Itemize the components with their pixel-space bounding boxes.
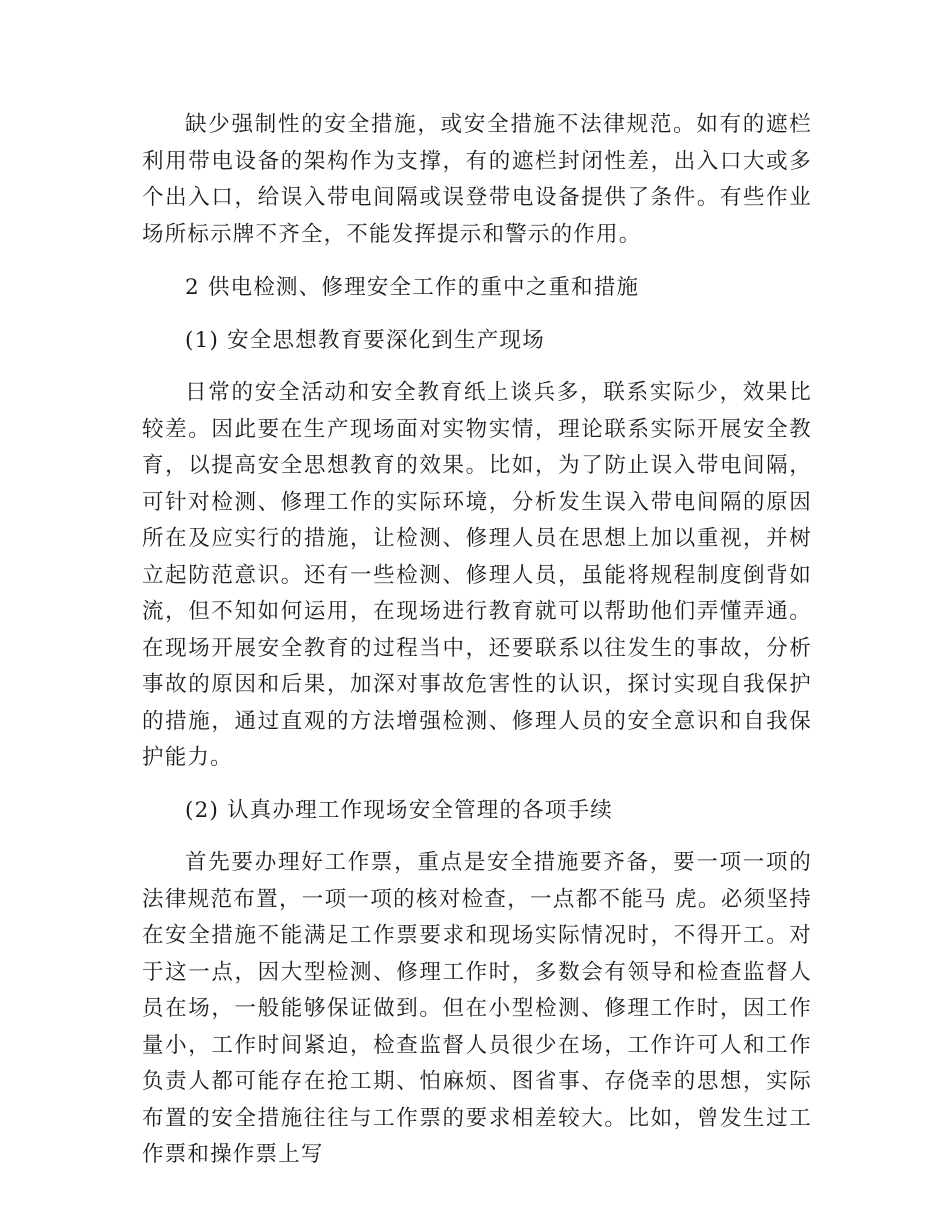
paragraph-gap	[142, 359, 812, 375]
paragraph-safety-measures: 缺少强制性的安全措施，或安全措施不法律规范。如有的遮栏利用带电设备的架构作为支撑，有的遮栏封闭性差，出入口大或多个出入口，给误入带电间隔或误登带电设备提供了条件。有些作业场所标示牌不齐全，不能发挥提示和警示的作用。	[142, 112, 812, 247]
section-heading-2: 2 供电检测、修理安全工作的重中之重和措施	[185, 275, 640, 300]
paragraph-gap	[142, 253, 812, 270]
document-body	[142, 107, 812, 1174]
paragraph-safety-education: 日常的安全活动和安全教育纸上谈兵多，联系实际少，效果比较差。因此要在生产现场面对实物实情，理论联系实际开展安全教育，以提高安全思想教育的效果。比如，为了防止误入带电间隔，可针对检测、修理工作的实际环境，分析发生误入带电间隔的原因所在及应实行的措施，让检测、修理人员在思想上加以重视，并树立起防范意识。还有一些检测、修理人员，虽能将规程制度倒背如流，但不知如何运用，在现场进行教育就可以帮助他们弄懂弄通。在现场开展安全教育的过程当中，还要联系以往发生的事故，分析事故的原因和后果，加深对事故危害性的认识，探讨实现自我保护的措施，通过直观的方法增强检测、修理人员的安全意识和自我保护能力。	[142, 380, 812, 770]
subheading-2: (2) 认真办理工作现场安全管理的各项手续	[185, 797, 613, 823]
paragraph-gap	[142, 307, 812, 323]
paragraph-work-permit: 首先要办理好工作票，重点是安全措施要齐备，要一项一项的法律规范布置，一项一项的核对检查，一点都不能马 虎。必须坚持在安全措施不能满足工作票要求和现场实际情况时，不得开工。对于这一点，因大型检测、修理工作时，多数会有领导和检查监督人员在场，一般能够保证做到。但在小型检测、修理工作时，因工作量小，工作时间紧迫，检查监督人员很少在场，工作许可人和工作负责人都可能存在抢工期、怕麻烦、图省事、存侥幸的思想，实际布置的安全措施往往与工作票的要求相差较大。比如，曾发生过工作票和操作票上写	[142, 850, 812, 1167]
paragraph-gap	[142, 777, 812, 793]
subheading-1: (1) 安全思想教育要深化到生产现场	[185, 327, 545, 353]
paragraph-gap	[142, 829, 812, 845]
